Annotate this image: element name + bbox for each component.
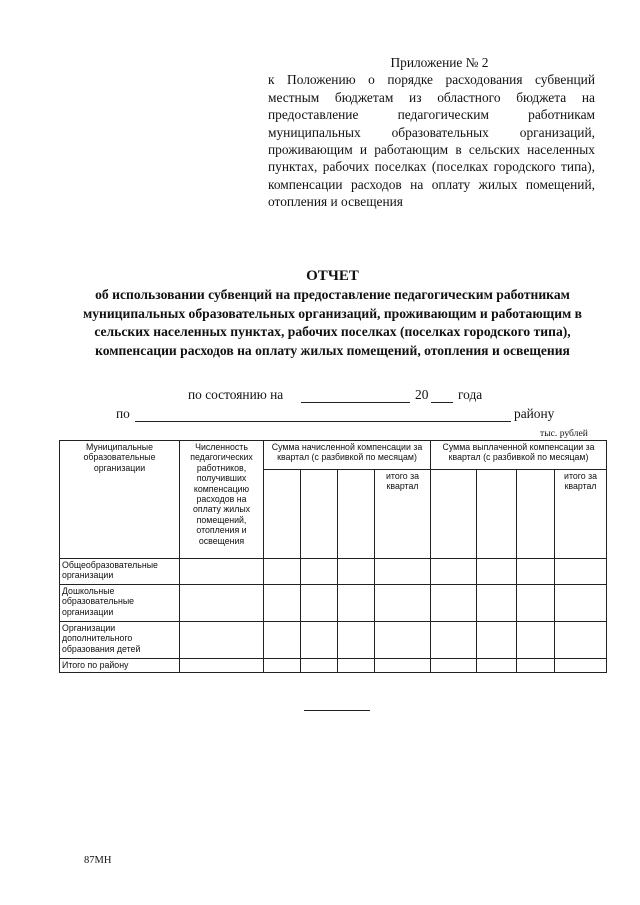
table-cell (555, 622, 607, 659)
attachment-block (268, 54, 595, 211)
table-cell (431, 659, 477, 673)
attachment-title: Приложение № 2 (390, 55, 489, 70)
table-row (60, 622, 607, 659)
units-label: тыс. рублей (540, 428, 588, 439)
table-cell (338, 622, 375, 659)
table-cell (375, 585, 431, 622)
date-fill-line (301, 402, 410, 403)
header-accrued-quarter-total: итого за квартал (375, 470, 431, 559)
table-cell (375, 659, 431, 673)
district-suffix: району (514, 406, 555, 421)
report-heading (60, 266, 605, 360)
table-cell (477, 585, 517, 622)
row-label: Дошкольные образовательные организации (60, 585, 180, 622)
report-table (59, 440, 607, 673)
header-accrued-month-3 (338, 470, 375, 559)
table-cell (431, 559, 477, 585)
year-prefix: 20 (415, 387, 429, 402)
table-cell (477, 622, 517, 659)
table-cell (264, 585, 301, 622)
as-of-suffix: года (458, 387, 483, 402)
as-of-prefix: по состоянию на (188, 387, 284, 402)
table-cell (517, 659, 555, 673)
table-row-total (60, 659, 607, 673)
closing-rule (304, 710, 370, 711)
table-cell (517, 559, 555, 585)
table-cell (301, 559, 338, 585)
table-row (60, 585, 607, 622)
year-fill-line (431, 402, 453, 403)
table-cell (375, 559, 431, 585)
table-cell (517, 622, 555, 659)
table-cell (477, 559, 517, 585)
header-accrued: Сумма начисленной компенсации за квартал (с разбивкой по месяцам) (264, 441, 431, 470)
header-paid: Сумма выплаченной компенсации за квартал (с разбивкой по месяцам) (431, 441, 607, 470)
table-cell (180, 585, 264, 622)
table-cell (555, 585, 607, 622)
table-cell (431, 585, 477, 622)
table-row (60, 559, 607, 585)
table-cell (431, 622, 477, 659)
attachment-body: к Положению о порядке расходования субвенций местным бюджетам из областного бюджета на предоставление педагогическим работникам муниципальных образовательных организаций, проживающим и работающим в сельских населенных пунктах, рабочих поселках (поселках городского типа), компенсации расходов на оплату жилых помещений, отопления и освещения (268, 72, 595, 210)
header-paid-month-2 (477, 470, 517, 559)
table-cell (555, 659, 607, 673)
table-cell (301, 622, 338, 659)
table-cell (477, 659, 517, 673)
table-cell (264, 559, 301, 585)
header-paid-month-1 (431, 470, 477, 559)
row-label: Организации дополнительного образования детей (60, 622, 180, 659)
district-prefix: по (116, 406, 130, 421)
table-cell (180, 659, 264, 673)
header-accrued-month-1 (264, 470, 301, 559)
table-cell (264, 622, 301, 659)
header-organizations: Муниципальные образовательные организации (60, 441, 180, 559)
header-accrued-month-2 (301, 470, 338, 559)
table-cell (264, 659, 301, 673)
table-cell (555, 559, 607, 585)
report-title: ОТЧЕТ (306, 268, 359, 284)
row-label: Общеобразовательные организации (60, 559, 180, 585)
table-cell (180, 622, 264, 659)
table-cell (517, 585, 555, 622)
table-cell (301, 659, 338, 673)
report-subtitle: об использовании субвенций на предоставление педагогическим работникам муниципальных образовательных организаций, проживающим и работающим в сельских населенных пунктах, рабочих поселках (поселках городского типа), компенсации расходов на оплату жилых помещений, отопления и освещения (82, 287, 583, 358)
footer-code: 87МН (84, 855, 112, 866)
table-cell (375, 622, 431, 659)
table-cell (180, 559, 264, 585)
header-paid-month-3 (517, 470, 555, 559)
table-cell (338, 559, 375, 585)
district-fill-line (135, 421, 511, 422)
table-cell (301, 585, 338, 622)
header-paid-quarter-total: итого за квартал (555, 470, 607, 559)
table-cell (338, 585, 375, 622)
table-cell (338, 659, 375, 673)
row-label: Итого по району (60, 659, 180, 673)
header-headcount: Численность педагогических работников, получивших компенсацию расходов на оплату жилых помещений, отопления и освещения (180, 441, 264, 559)
